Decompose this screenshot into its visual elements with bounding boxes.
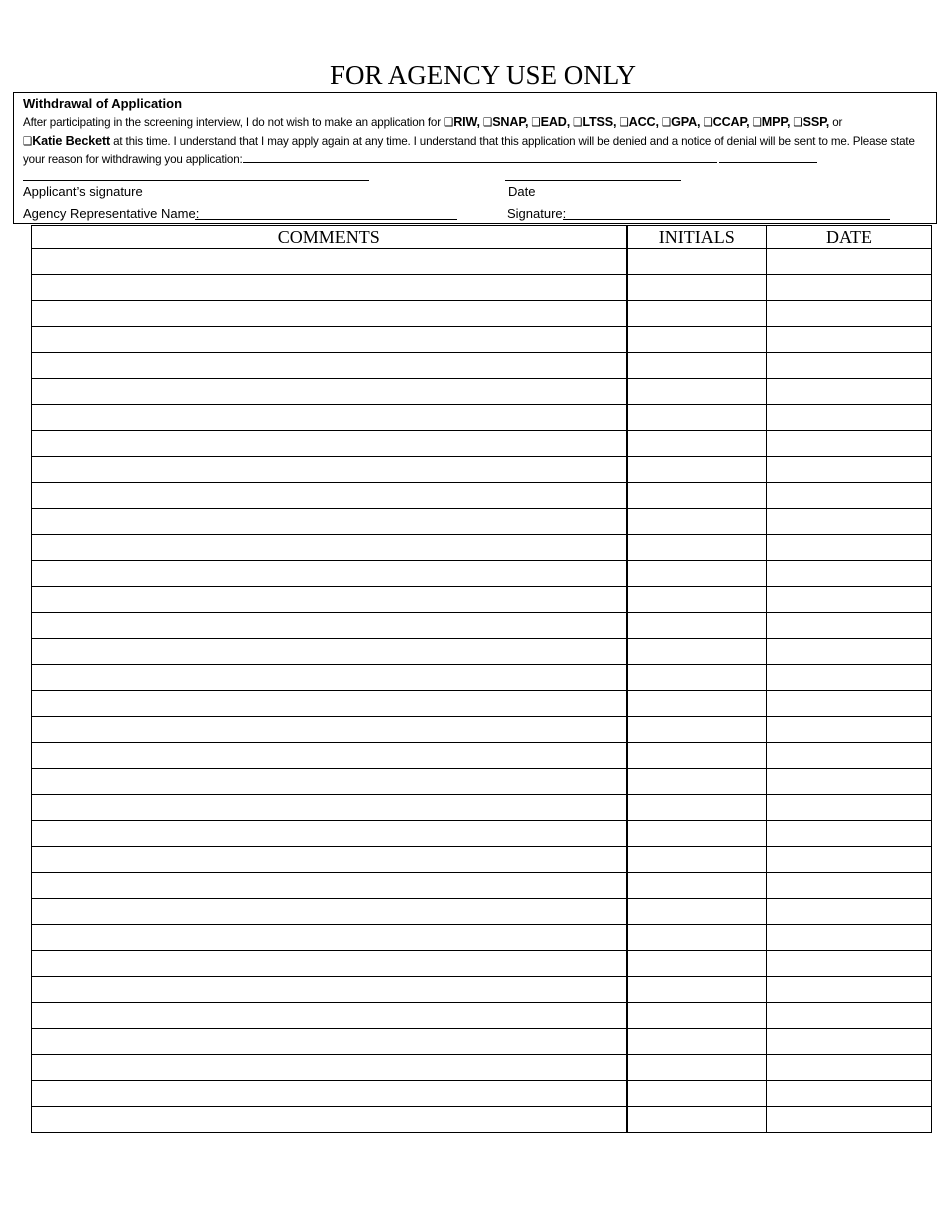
initials-cell[interactable] — [627, 821, 767, 847]
table-row — [32, 951, 932, 977]
program-checkbox[interactable]: ❑ — [793, 116, 803, 129]
comment-cell[interactable] — [32, 1029, 627, 1055]
date-cell[interactable] — [767, 1029, 932, 1055]
comment-cell[interactable] — [32, 561, 627, 587]
applicant-signature-line[interactable] — [23, 180, 369, 181]
comment-cell[interactable] — [32, 977, 627, 1003]
date-cell[interactable] — [767, 847, 932, 873]
date-line[interactable] — [505, 180, 681, 181]
program-checkbox-list — [444, 116, 832, 129]
date-cell[interactable] — [767, 691, 932, 717]
date-cell[interactable] — [767, 301, 932, 327]
table-row — [32, 925, 932, 951]
initials-cell[interactable] — [627, 379, 767, 405]
date-cell[interactable] — [767, 431, 932, 457]
comment-cell[interactable] — [32, 821, 627, 847]
comments-table-body — [32, 249, 932, 1133]
program-label: SSP, — [802, 115, 830, 129]
table-row — [32, 639, 932, 665]
initials-cell[interactable] — [627, 275, 767, 301]
initials-cell[interactable] — [627, 483, 767, 509]
initials-cell[interactable] — [627, 405, 767, 431]
date-cell[interactable] — [767, 587, 932, 613]
comment-cell[interactable] — [32, 1081, 627, 1107]
initials-cell[interactable] — [627, 769, 767, 795]
table-row — [32, 743, 932, 769]
date-cell[interactable] — [767, 353, 932, 379]
comment-cell[interactable] — [32, 457, 627, 483]
date-cell[interactable] — [767, 535, 932, 561]
table-row — [32, 405, 932, 431]
page-title: FOR AGENCY USE ONLY — [329, 60, 637, 90]
initials-cell[interactable] — [627, 561, 767, 587]
table-header-row — [32, 226, 932, 249]
table-row — [32, 1029, 932, 1055]
table-row — [32, 821, 932, 847]
table-row — [32, 561, 932, 587]
table-row — [32, 613, 932, 639]
comment-cell[interactable] — [32, 1107, 627, 1133]
table-row — [32, 691, 932, 717]
table-row — [32, 769, 932, 795]
comment-cell[interactable] — [32, 431, 627, 457]
initials-cell[interactable] — [627, 925, 767, 951]
table-row — [32, 483, 932, 509]
comment-cell[interactable] — [32, 691, 627, 717]
initials-cell[interactable] — [627, 509, 767, 535]
table-row — [32, 717, 932, 743]
comment-cell[interactable] — [32, 899, 627, 925]
comment-cell[interactable] — [32, 873, 627, 899]
initials-cell[interactable] — [627, 613, 767, 639]
initials-cell[interactable] — [627, 457, 767, 483]
date-cell[interactable] — [767, 379, 932, 405]
comment-cell[interactable] — [32, 379, 627, 405]
program-label: EAD, — [540, 115, 571, 129]
table-row — [32, 1055, 932, 1081]
date-cell[interactable] — [767, 1107, 932, 1133]
program-checkbox[interactable]: ❑ — [531, 116, 541, 129]
date-cell[interactable] — [767, 327, 932, 353]
reason-input[interactable] — [243, 151, 717, 163]
date-cell[interactable] — [767, 639, 932, 665]
program-label: GPA, — [671, 115, 701, 129]
comment-cell[interactable] — [32, 249, 627, 275]
comments-header: COMMENTS — [32, 226, 627, 249]
initials-cell[interactable] — [627, 587, 767, 613]
date-cell[interactable] — [767, 1003, 932, 1029]
date-cell[interactable] — [767, 743, 932, 769]
table-row — [32, 1107, 932, 1133]
applicant-signature-label: Applicant’s signature — [23, 184, 143, 199]
date-cell[interactable] — [767, 873, 932, 899]
comments-table — [31, 225, 932, 1133]
comment-cell[interactable] — [32, 275, 627, 301]
agency-rep-name-input[interactable] — [195, 219, 457, 220]
program-checkbox[interactable]: ❑ — [573, 116, 583, 129]
date-cell[interactable] — [767, 665, 932, 691]
date-cell[interactable] — [767, 275, 932, 301]
date-cell[interactable] — [767, 249, 932, 275]
program-checkbox[interactable]: ❑ — [752, 116, 762, 129]
program-checkbox[interactable]: ❑ — [482, 116, 493, 129]
initials-cell[interactable] — [627, 249, 767, 275]
comment-cell[interactable] — [32, 483, 627, 509]
comment-cell[interactable] — [32, 353, 627, 379]
comment-cell[interactable] — [32, 717, 627, 743]
program-label: SNAP, — [492, 115, 529, 129]
table-row — [32, 587, 932, 613]
table-row — [32, 899, 932, 925]
program-label: LTSS, — [582, 115, 617, 129]
comment-cell[interactable] — [32, 1003, 627, 1029]
date-cell[interactable] — [767, 405, 932, 431]
table-row — [32, 275, 932, 301]
comment-cell[interactable] — [32, 951, 627, 977]
initials-cell[interactable] — [627, 795, 767, 821]
comment-cell[interactable] — [32, 639, 627, 665]
table-row — [32, 353, 932, 379]
date-label: Date — [508, 184, 536, 199]
reason-input-extension[interactable] — [719, 151, 817, 163]
comment-cell[interactable] — [32, 1055, 627, 1081]
initials-cell[interactable] — [627, 1107, 767, 1133]
date-cell[interactable] — [767, 509, 932, 535]
table-row — [32, 795, 932, 821]
table-row — [32, 977, 932, 1003]
initials-cell[interactable] — [627, 1055, 767, 1081]
initials-cell[interactable] — [627, 327, 767, 353]
table-row — [32, 873, 932, 899]
continuation-text: at this time. I understand that I may apply again at any time. I understand that this application will be denied and a notice of denial will be sent to me. Please state your reason for withdrawing you application: — [23, 135, 915, 166]
table-row — [32, 249, 932, 275]
table-row — [32, 535, 932, 561]
initials-cell[interactable] — [627, 1081, 767, 1107]
table-row — [32, 431, 932, 457]
initials-cell[interactable] — [627, 951, 767, 977]
withdrawal-heading: Withdrawal of Application — [23, 96, 183, 111]
initials-cell[interactable] — [627, 639, 767, 665]
agency-rep-label: Agency Representative Name: — [23, 206, 200, 221]
initials-cell[interactable] — [627, 1003, 767, 1029]
table-row — [32, 301, 932, 327]
initials-cell[interactable] — [627, 1029, 767, 1055]
table-row — [32, 665, 932, 691]
date-cell[interactable] — [767, 977, 932, 1003]
initials-cell[interactable] — [627, 353, 767, 379]
initials-cell[interactable] — [627, 535, 767, 561]
table-row — [32, 327, 932, 353]
table-row — [32, 509, 932, 535]
date-cell[interactable] — [767, 821, 932, 847]
initials-cell[interactable] — [627, 977, 767, 1003]
table-row — [32, 379, 932, 405]
date-cell[interactable] — [767, 925, 932, 951]
signature-label: Signature: — [507, 206, 567, 221]
comment-cell[interactable] — [32, 795, 627, 821]
comment-cell[interactable] — [32, 509, 627, 535]
withdrawal-section — [13, 92, 937, 224]
date-cell[interactable] — [767, 769, 932, 795]
comment-cell[interactable] — [32, 405, 627, 431]
comment-cell[interactable] — [32, 587, 627, 613]
initials-cell[interactable] — [627, 717, 767, 743]
initials-header: INITIALS — [627, 226, 767, 249]
comment-cell[interactable] — [32, 665, 627, 691]
or-text: or — [832, 116, 843, 129]
date-cell[interactable] — [767, 613, 932, 639]
comment-cell[interactable] — [32, 613, 627, 639]
initials-cell[interactable] — [627, 301, 767, 327]
program-label: ACC, — [628, 115, 659, 129]
initials-cell[interactable] — [627, 743, 767, 769]
date-cell[interactable] — [767, 951, 932, 977]
program-label-katie-beckett: Katie Beckett — [32, 134, 111, 148]
date-cell[interactable] — [767, 457, 932, 483]
comment-cell[interactable] — [32, 301, 627, 327]
date-header: DATE — [767, 226, 932, 249]
program-label: CCAP, — [712, 115, 750, 129]
comment-cell[interactable] — [32, 535, 627, 561]
comment-cell[interactable] — [32, 327, 627, 353]
program-checkbox[interactable]: ❑ — [703, 116, 713, 129]
program-checkbox[interactable]: ❑ — [661, 116, 672, 129]
initials-cell[interactable] — [627, 873, 767, 899]
date-cell[interactable] — [767, 1055, 932, 1081]
program-label: MPP, — [761, 115, 791, 129]
date-cell[interactable] — [767, 561, 932, 587]
program-label: RIW, — [453, 115, 480, 129]
initials-cell[interactable] — [627, 431, 767, 457]
withdrawal-statement — [23, 113, 923, 169]
initials-cell[interactable] — [627, 665, 767, 691]
date-cell[interactable] — [767, 1081, 932, 1107]
comment-cell[interactable] — [32, 847, 627, 873]
comment-cell[interactable] — [32, 743, 627, 769]
table-row — [32, 1081, 932, 1107]
program-checkbox[interactable]: ❑ — [444, 116, 454, 129]
table-row — [32, 457, 932, 483]
comment-cell[interactable] — [32, 925, 627, 951]
initials-cell[interactable] — [627, 847, 767, 873]
checkbox-katie-beckett[interactable]: ❑ — [23, 135, 33, 148]
table-row — [32, 847, 932, 873]
program-checkbox[interactable]: ❑ — [619, 116, 629, 129]
initials-cell[interactable] — [627, 899, 767, 925]
agency-signature-input[interactable] — [563, 219, 890, 220]
date-cell[interactable] — [767, 795, 932, 821]
date-cell[interactable] — [767, 483, 932, 509]
date-cell[interactable] — [767, 899, 932, 925]
table-row — [32, 1003, 932, 1029]
intro-text: After participating in the screening interview, I do not wish to make an application for — [23, 116, 445, 129]
initials-cell[interactable] — [627, 691, 767, 717]
comment-cell[interactable] — [32, 769, 627, 795]
date-cell[interactable] — [767, 717, 932, 743]
